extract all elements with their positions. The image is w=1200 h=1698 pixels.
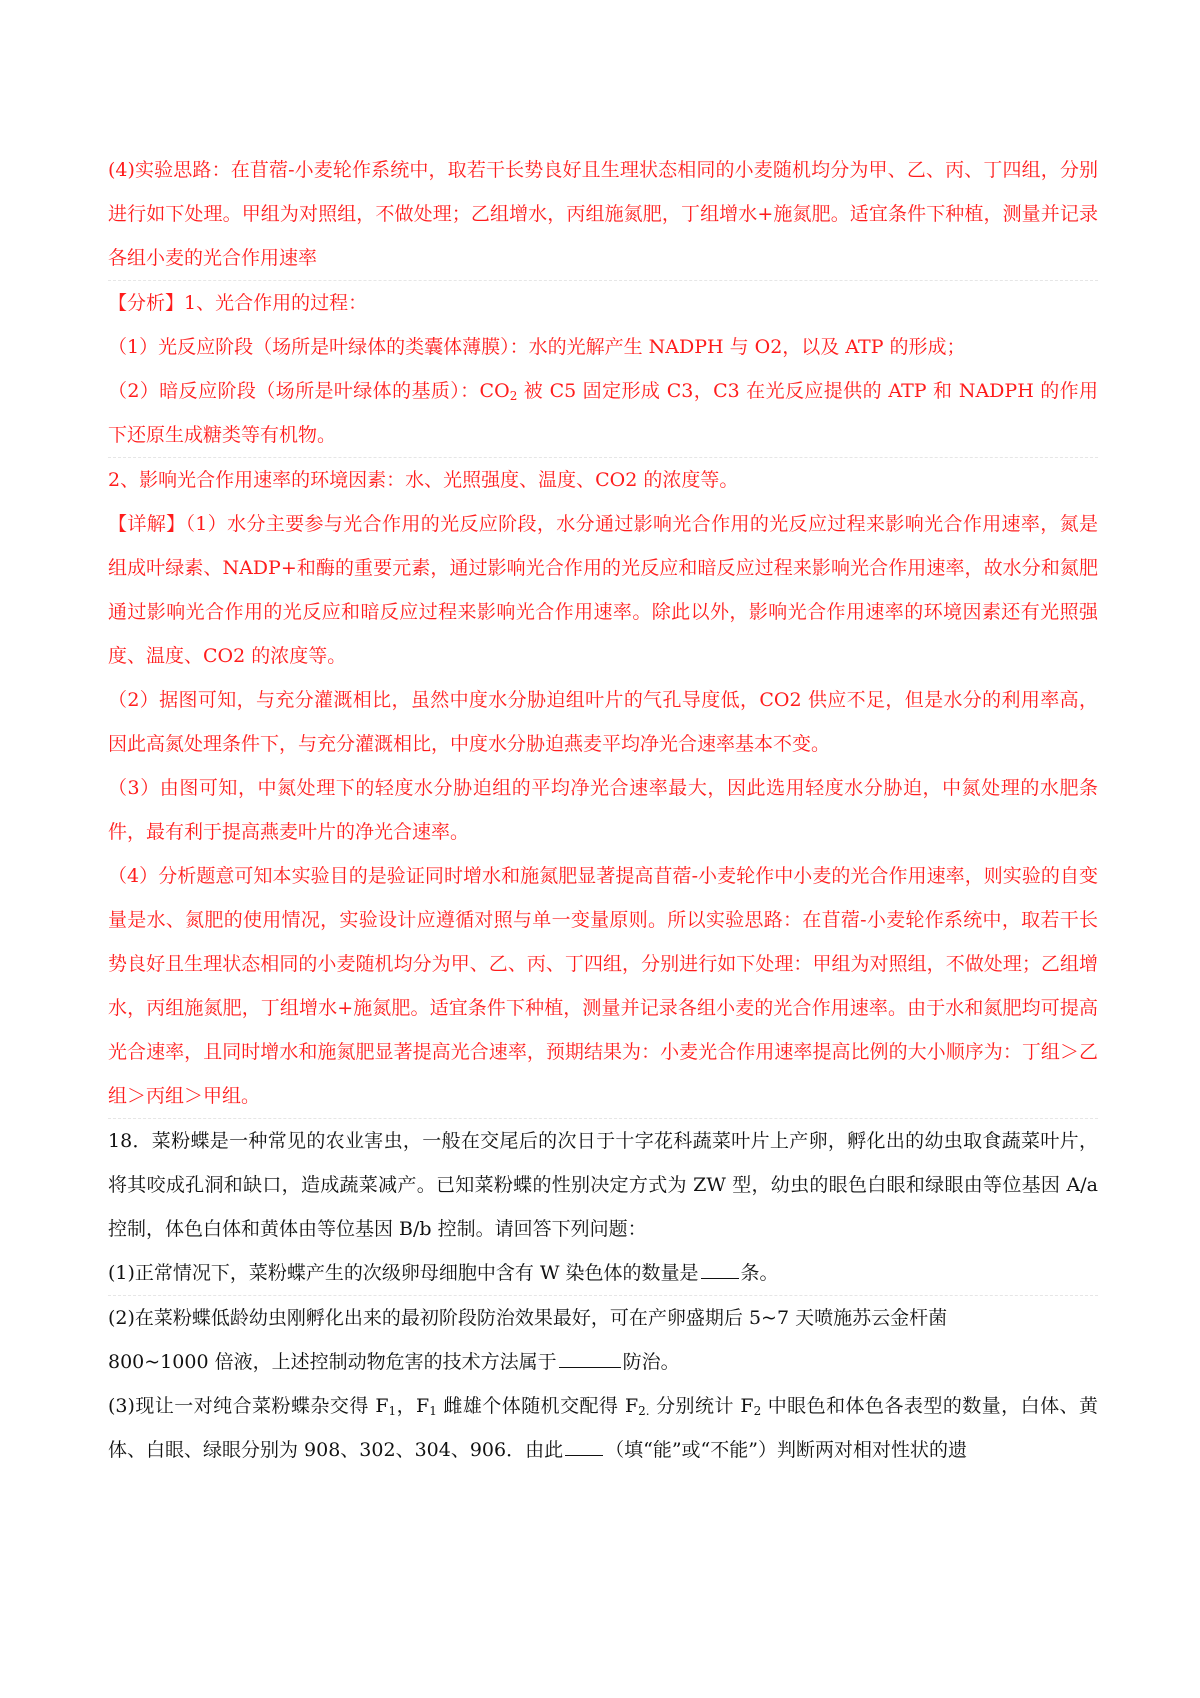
detail-1: 【详解】（1）水分主要参与光合作用的光反应阶段，水分通过影响光合作用的光反应过程来影响光合作用速率，氮是组成叶绿素、NADP+和酶的重要元素，通过影响光合作用的光反应和暗反应过程来影响光合作用速率，故水分和氮肥通过影响光合作用的光反应和暗反应过程来影响光合作用速率。除此以外，影响光合作用速率的环境因素还有光照强度、温度、CO2 的浓度等。	[108, 513, 1098, 667]
analysis-environment-factors: 2、影响光合作用速率的环境因素：水、光照强度、温度、CO2 的浓度等。	[108, 469, 739, 491]
answer-blank-1[interactable]	[701, 1277, 739, 1279]
analysis-heading: 【分析】1、光合作用的过程：	[108, 292, 368, 314]
analysis-light-reaction: （1）光反应阶段（场所是叶绿体的类囊体薄膜）：水的光解产生 NADPH 与 O2，以及 ATP 的形成；	[108, 336, 966, 358]
question-18-part-1: (1)正常情况下，菜粉蝶产生的次级卵母细胞中含有 W 染色体的数量是 条。	[108, 1251, 1098, 1296]
detail-4: （4）分析题意可知本实验目的是验证同时增水和施氮肥显著提高苜蓿-小麦轮作中小麦的光合作用速率，则实验的自变量是水、氮肥的使用情况，实验设计应遵循对照与单一变量原则。所以实验思路：在苜蓿-小麦轮作系统中，取若干长势良好且生理状态相同的小麦随机均分为甲、乙、丙、丁四组，分别进行如下处理：甲组为对照组，不做处理；乙组增水，丙组施氮肥，丁组增水+施氮肥。适宜条件下种植，测量并记录各组小麦的光合作用速率。由于水和氮肥均可提高光合速率，且同时增水和施氮肥显著提高光合速率，预期结果为：小麦光合作用速率提高比例的大小顺序为：丁组＞乙组＞丙组＞甲组。	[108, 854, 1098, 1119]
question-18-part-3: (3)现让一对纯合菜粉蝶杂交得 $F_1$，$F_1$ 雌雄个体随机交配得 $F_{2.}$ 分别统计 $F_2$ 中眼色和体色各表型的数量，白体、黄体、白眼、绿眼分别为 908、302、304、906．由此 （填“能”或“不能”）判断两对相对性状的遗	[108, 1395, 1098, 1461]
question-18-part-2: (2)在菜粉蝶低龄幼虫刚孵化出来的最初阶段防治效果最好，可在产卵盛期后 5~7 天喷施苏云金杆菌 800~1000 倍液，上述控制动物危害的技术方法属于 防治。	[108, 1307, 948, 1373]
document-page	[108, 148, 1098, 1472]
answer-4-experiment-idea: (4)实验思路：在苜蓿-小麦轮作系统中，取若干长势良好且生理状态相同的小麦随机均分为甲、乙、丙、丁四组，分别进行如下处理。甲组为对照组，不做处理；乙组增水，丙组施氮肥，丁组增水+施氮肥。适宜条件下种植，测量并记录各组小麦的光合作用速率	[108, 148, 1098, 281]
answer-blank-3[interactable]	[565, 1454, 603, 1456]
analysis-dark-reaction: （2）暗反应阶段（场所是叶绿体的基质）：$CO_2$ 被 C5 固定形成 C3，C3 在光反应提供的 ATP 和 NADPH 的作用下还原生成糖类等有机物。	[108, 369, 1098, 458]
question-18-stem: 18．菜粉蝶是一种常见的农业害虫，一般在交尾后的次日于十字花科蔬菜叶片上产卵，孵化出的幼虫取食蔬菜叶片，将其咬成孔洞和缺口，造成蔬菜减产。已知菜粉蝶的性别决定方式为 ZW 型，幼虫的眼色白眼和绿眼由等位基因 A/a 控制，体色白体和黄体由等位基因 B/b 控制。请回答下列问题：	[108, 1130, 1098, 1240]
detail-2: （2）据图可知，与充分灌溉相比，虽然中度水分胁迫组叶片的气孔导度低，CO2 供应不足，但是水分的利用率高，因此高氮处理条件下，与充分灌溉相比，中度水分胁迫燕麦平均净光合速率基本不变。	[108, 689, 1098, 755]
detail-3: （3）由图可知，中氮处理下的轻度水分胁迫组的平均净光合速率最大，因此选用轻度水分胁迫，中氮处理的水肥条件，最有利于提高燕麦叶片的净光合速率。	[108, 777, 1098, 843]
answer-blank-2[interactable]	[559, 1366, 621, 1368]
